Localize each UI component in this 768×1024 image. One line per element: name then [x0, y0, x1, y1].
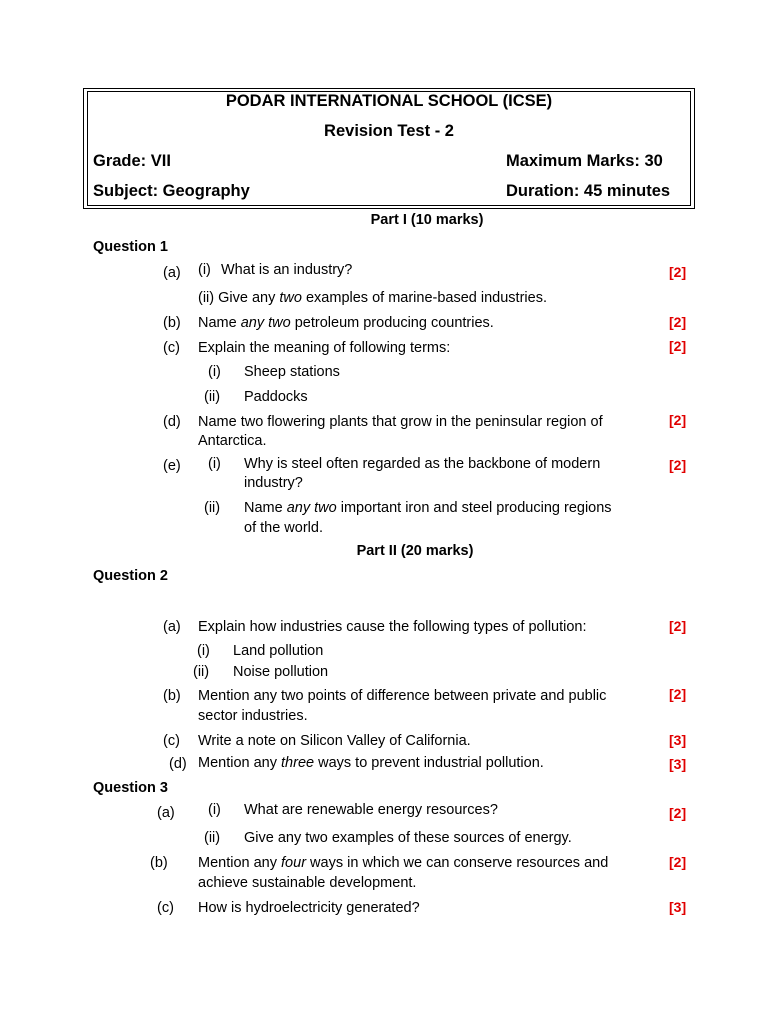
q1b-label: (b): [163, 315, 181, 331]
q2b-mark: [2]: [669, 686, 687, 702]
q2a-label: (a): [163, 619, 181, 635]
q3a-i-label: (i): [208, 802, 221, 818]
q1b-mark: [2]: [669, 314, 687, 330]
part2-title: Part II (20 marks): [356, 543, 474, 559]
q2a-text: Explain how industries cause the following types of pollution:: [198, 619, 587, 635]
q3b-label: (b): [150, 855, 168, 871]
q3a-mark: [2]: [669, 805, 687, 821]
q2a-mark: [2]: [669, 618, 687, 634]
q1d-mark: [2]: [669, 412, 687, 428]
q1a-label: (a): [163, 265, 181, 281]
q3a-i-text: What are renewable energy resources?: [244, 802, 498, 818]
q3a-ii-text: Give any two examples of these sources of energy.: [244, 830, 572, 846]
q2a-i-text: Land pollution: [233, 643, 324, 659]
q3b-text-line2: achieve sustainable development.: [198, 875, 417, 891]
q3c-label: (c): [157, 900, 174, 916]
q3b-text-line1: Mention any four ways in which we can conserve resources and: [198, 855, 609, 871]
q1c-text: Explain the meaning of following terms:: [198, 340, 451, 356]
school-name: PODAR INTERNATIONAL SCHOOL (ICSE): [225, 92, 553, 110]
q1e-i-text-line2: industry?: [244, 475, 303, 491]
q1c-ii-label: (ii): [204, 389, 221, 405]
q1e-ii-text-line2: of the world.: [244, 520, 323, 536]
q2c-text: Write a note on Silicon Valley of California.: [198, 733, 471, 749]
q3c-mark: [3]: [669, 899, 687, 915]
q1c-ii-text: Paddocks: [244, 389, 308, 405]
test-title: Revision Test - 2: [324, 122, 454, 140]
q2a-ii-text: Noise pollution: [233, 664, 329, 680]
q1-title: Question 1: [93, 239, 168, 255]
q1a-mark: [2]: [669, 264, 687, 280]
q2a-ii-label: (ii): [193, 664, 210, 680]
q1d-label: (d): [163, 414, 181, 430]
q1a-i-label: (i): [198, 262, 211, 278]
q2b-text-line1: Mention any two points of difference between private and public: [198, 688, 607, 704]
q1b-text: Name any two petroleum producing countries.: [198, 315, 494, 331]
q2c-label: (c): [163, 733, 180, 749]
subject: Subject: Geography: [93, 182, 250, 200]
q1e-ii-label: (ii): [204, 500, 221, 516]
q1c-label: (c): [163, 340, 180, 356]
q2d-text: Mention any three ways to prevent industrial pollution.: [198, 755, 544, 771]
q2b-text-line2: sector industries.: [198, 708, 308, 724]
q3c-text: How is hydroelectricity generated?: [198, 900, 420, 916]
grade: Grade: VII: [93, 152, 171, 170]
q1d-text-line1: Name two flowering plants that grow in the peninsular region of: [198, 414, 603, 430]
q2d-mark: [3]: [669, 756, 687, 772]
q1e-mark: [2]: [669, 457, 687, 473]
q1d-text-line2: Antarctica.: [198, 433, 267, 449]
q1c-i-label: (i): [208, 364, 221, 380]
q1a-i-text: What is an industry?: [221, 262, 353, 278]
q2d-label: (d): [169, 756, 187, 772]
q1e-i-text-line1: Why is steel often regarded as the backbone of modern: [244, 456, 601, 472]
q2b-label: (b): [163, 688, 181, 704]
q3a-ii-label: (ii): [204, 830, 221, 846]
q1c-i-text: Sheep stations: [244, 364, 340, 380]
q2c-mark: [3]: [669, 732, 687, 748]
max-marks: Maximum Marks: 30: [506, 152, 663, 170]
q1e-i-label: (i): [208, 456, 221, 472]
duration: Duration: 45 minutes: [506, 182, 671, 200]
q3a-label: (a): [157, 805, 175, 821]
q2-title: Question 2: [93, 568, 168, 584]
q1a-ii-text: (ii) Give any two examples of marine-based industries.: [198, 290, 547, 306]
q3b-mark: [2]: [669, 854, 687, 870]
q1c-mark: [2]: [669, 338, 687, 354]
part1-title: Part I (10 marks): [370, 212, 484, 228]
q1e-label: (e): [163, 458, 181, 474]
q3-title: Question 3: [93, 780, 168, 796]
q2a-i-label: (i): [197, 643, 210, 659]
q1e-ii-text-line1: Name any two important iron and steel producing regions: [244, 500, 612, 516]
